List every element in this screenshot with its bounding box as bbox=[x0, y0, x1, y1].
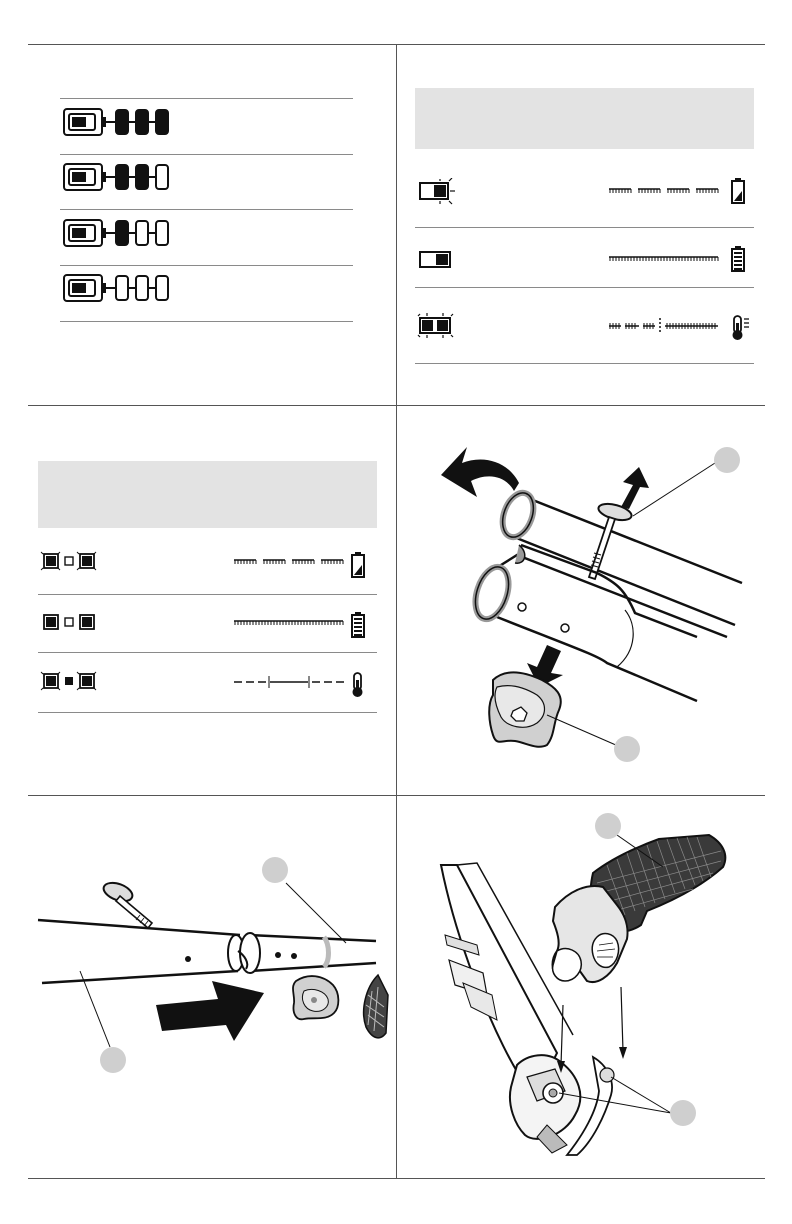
rotate-arrow-icon bbox=[441, 447, 519, 497]
callout-upper-tube bbox=[262, 857, 288, 883]
bottom-rule bbox=[28, 1178, 765, 1179]
tube-insertion-illustration bbox=[28, 795, 396, 1178]
callout-lower-tube bbox=[100, 1047, 126, 1073]
row-divider bbox=[415, 287, 754, 288]
callout-bolt bbox=[714, 447, 740, 473]
tool-lights-fault-icon bbox=[40, 670, 100, 694]
row-divider bbox=[415, 227, 754, 228]
blink-pattern-short-dashes bbox=[607, 186, 722, 196]
bolt bbox=[101, 879, 152, 928]
battery-charge-panel bbox=[28, 44, 396, 405]
tube-knob-illustration bbox=[397, 405, 765, 795]
battery-level-2-icon bbox=[62, 161, 212, 193]
battery-charging-icon bbox=[730, 177, 746, 205]
lift-arrow-icon bbox=[621, 467, 649, 509]
upper-tube bbox=[240, 933, 376, 973]
blink-pattern-short-dashes bbox=[232, 557, 347, 567]
panel-header-box bbox=[415, 88, 754, 149]
long-dash-pattern bbox=[232, 675, 347, 689]
callout-knob bbox=[614, 736, 640, 762]
knob bbox=[293, 976, 338, 1019]
insertion-arrows bbox=[557, 987, 627, 1073]
push-arrow-icon bbox=[156, 981, 264, 1041]
row-divider bbox=[60, 98, 353, 99]
handle bbox=[553, 835, 726, 982]
tool-indicator-panel bbox=[28, 405, 396, 795]
charger-indicator-panel bbox=[397, 44, 765, 405]
callout-handle bbox=[595, 813, 621, 839]
row-divider bbox=[38, 712, 377, 713]
lower-tube bbox=[38, 920, 244, 983]
callout-screws bbox=[670, 1100, 696, 1126]
row-divider bbox=[38, 652, 377, 653]
tool-lights-solid-icon bbox=[40, 611, 100, 635]
bolt bbox=[589, 501, 633, 579]
battery-level-1-icon bbox=[62, 217, 212, 249]
handle-mounting-illustration bbox=[397, 795, 765, 1178]
row-divider bbox=[60, 265, 353, 266]
fault-blink-pattern bbox=[607, 318, 722, 334]
tube-insertion-panel bbox=[28, 795, 396, 1178]
battery-level-0-icon bbox=[62, 272, 212, 304]
knob-removal-panel bbox=[397, 405, 765, 795]
panel-header-box bbox=[38, 461, 377, 528]
row-divider bbox=[60, 209, 353, 210]
solid-line-pattern bbox=[232, 618, 347, 628]
battery-full-icon bbox=[730, 245, 746, 273]
charger-light-solid-icon bbox=[417, 246, 457, 274]
row-divider bbox=[60, 154, 353, 155]
handle-mounting-panel bbox=[397, 795, 765, 1178]
thermometer-icon bbox=[730, 314, 750, 342]
charger-light-blinking-icon bbox=[417, 178, 457, 206]
row-divider bbox=[415, 363, 754, 364]
charger-light-both-blinking-icon bbox=[417, 312, 457, 340]
thermometer-icon bbox=[350, 671, 366, 699]
row-divider bbox=[60, 321, 353, 322]
battery-level-3-icon bbox=[62, 106, 212, 138]
tool-lights-blinking-icon bbox=[40, 550, 100, 574]
battery-full-icon bbox=[350, 611, 366, 639]
knob bbox=[489, 672, 561, 746]
solid-line-pattern bbox=[607, 254, 722, 264]
row-divider bbox=[38, 594, 377, 595]
battery-charging-icon bbox=[350, 551, 366, 579]
